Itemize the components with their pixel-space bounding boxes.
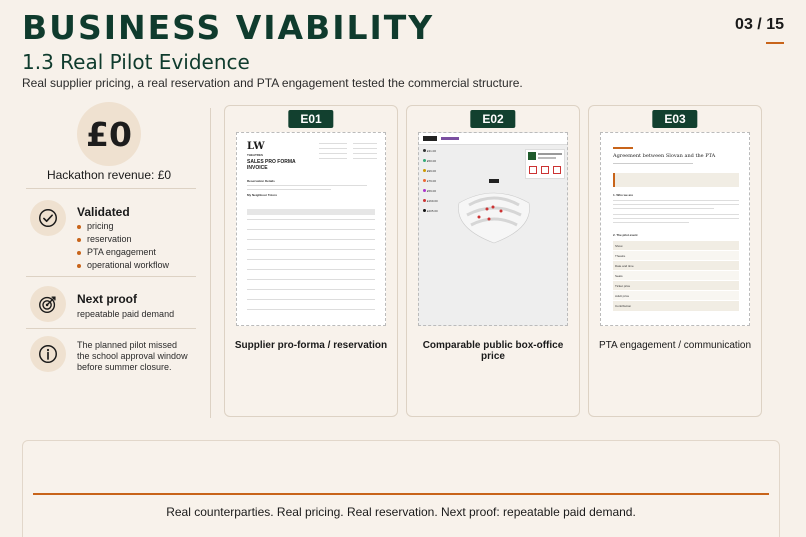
evidence-card-e02[interactable] (406, 105, 580, 417)
show-name: My Neighbour Totoro (247, 193, 278, 197)
evidence-caption: Supplier pro-forma / reservation (234, 340, 388, 351)
divider (26, 328, 196, 329)
price-band: £205.00 (426, 209, 438, 213)
revenue-value: £0 (77, 102, 141, 166)
box-office-header (419, 133, 567, 145)
invoice-meta (319, 143, 347, 159)
list-item: reservation (77, 233, 169, 246)
table-row: Theatre (613, 251, 739, 261)
invoice-heading-1: SALES PRO FORMA (247, 159, 296, 165)
target-icon (30, 286, 66, 322)
supplier-logo: LW (247, 141, 265, 152)
price-legend (423, 149, 445, 219)
price-band: £99.00 (426, 169, 437, 173)
box-office-screenshot-thumbnail[interactable] (418, 132, 568, 326)
evidence-tag: E03 (652, 110, 697, 128)
page-separator: / (757, 16, 762, 33)
evidence-tag: E01 (288, 110, 333, 128)
section-subtitle: 1.3 Real Pilot Evidence (22, 50, 250, 74)
invoice-meta-values (353, 143, 377, 159)
list-item: PTA engagement (77, 246, 169, 259)
show-info-box (525, 149, 565, 179)
list-item: pricing (77, 220, 169, 233)
pta-agreement-thumbnail[interactable] (600, 132, 750, 326)
next-proof-title: Next proof (77, 292, 137, 306)
divider (26, 188, 196, 189)
doc-paragraph (613, 200, 739, 223)
table-row: Ticket price (613, 281, 739, 291)
table-row: Seats (613, 271, 739, 281)
table-row: Contribution (613, 301, 739, 311)
validated-title: Validated (77, 205, 130, 219)
summary-tagline: Real counterparties. Real pricing. Real reservation. Next proof: repeatable paid demand. (166, 505, 636, 519)
summary-panel (22, 440, 780, 537)
price-band: £59.00 (426, 189, 437, 193)
table-row: Adult price (613, 291, 739, 301)
evidence-card-e01[interactable] (224, 105, 398, 417)
page-title: BUSINESS VIABILITY (22, 8, 435, 47)
seat-map (449, 173, 539, 253)
evidence-caption: PTA engagement / communication (598, 340, 752, 351)
invoice-table-header (247, 209, 375, 215)
agreement-header: Agreement between Slovan and the PTA (613, 153, 716, 159)
page-current: 03 (735, 16, 753, 33)
doc-line (613, 163, 693, 164)
doc-section-1: 1. Who we are (613, 193, 634, 197)
price-band: £50.00 (426, 159, 437, 163)
evidence-tag: E02 (470, 110, 515, 128)
accent-rule (33, 493, 769, 495)
doc-accent-line (613, 147, 633, 149)
info-icon (30, 336, 66, 372)
price-band: £31.00 (426, 149, 437, 153)
doc-section-2: 2. The pilot event (613, 233, 638, 237)
next-proof-text: repeatable paid demand (77, 309, 175, 319)
evidence-caption: Comparable public box-office price (422, 340, 564, 362)
invoice-heading-2: INVOICE (247, 165, 268, 171)
page-counter (735, 16, 784, 44)
divider (26, 276, 196, 277)
pilot-event-table (613, 241, 739, 311)
pilot-note-line: the school approval window (77, 351, 188, 361)
supplier-invoice-thumbnail[interactable] (236, 132, 386, 326)
reservation-lines (247, 185, 367, 190)
doc-callout (613, 173, 739, 187)
price-band: £79.00 (426, 179, 437, 183)
column-divider (210, 108, 211, 418)
pilot-note-line: The planned pilot missed (77, 340, 178, 350)
list-item: operational workflow (77, 259, 169, 272)
pilot-note-line: before summer closure. (77, 362, 172, 372)
reservation-section: Reservation Details (247, 179, 275, 183)
table-row: Date and time (613, 261, 739, 271)
pilot-note (77, 340, 188, 373)
validated-list (77, 220, 169, 272)
checkmark-icon (30, 200, 66, 236)
supplier-logo-sub: THEATRES (247, 153, 263, 157)
page-counter-underline (766, 42, 784, 44)
price-band: £169.00 (426, 199, 438, 203)
invoice-table (247, 219, 375, 310)
section-lede: Real supplier pricing, a real reservation and PTA engagement tested the commercial structure. (22, 76, 523, 90)
table-row: Show (613, 241, 739, 251)
revenue-label: Hackathon revenue: £0 (46, 168, 172, 182)
page-total: 15 (766, 16, 784, 33)
evidence-card-e03[interactable] (588, 105, 762, 417)
